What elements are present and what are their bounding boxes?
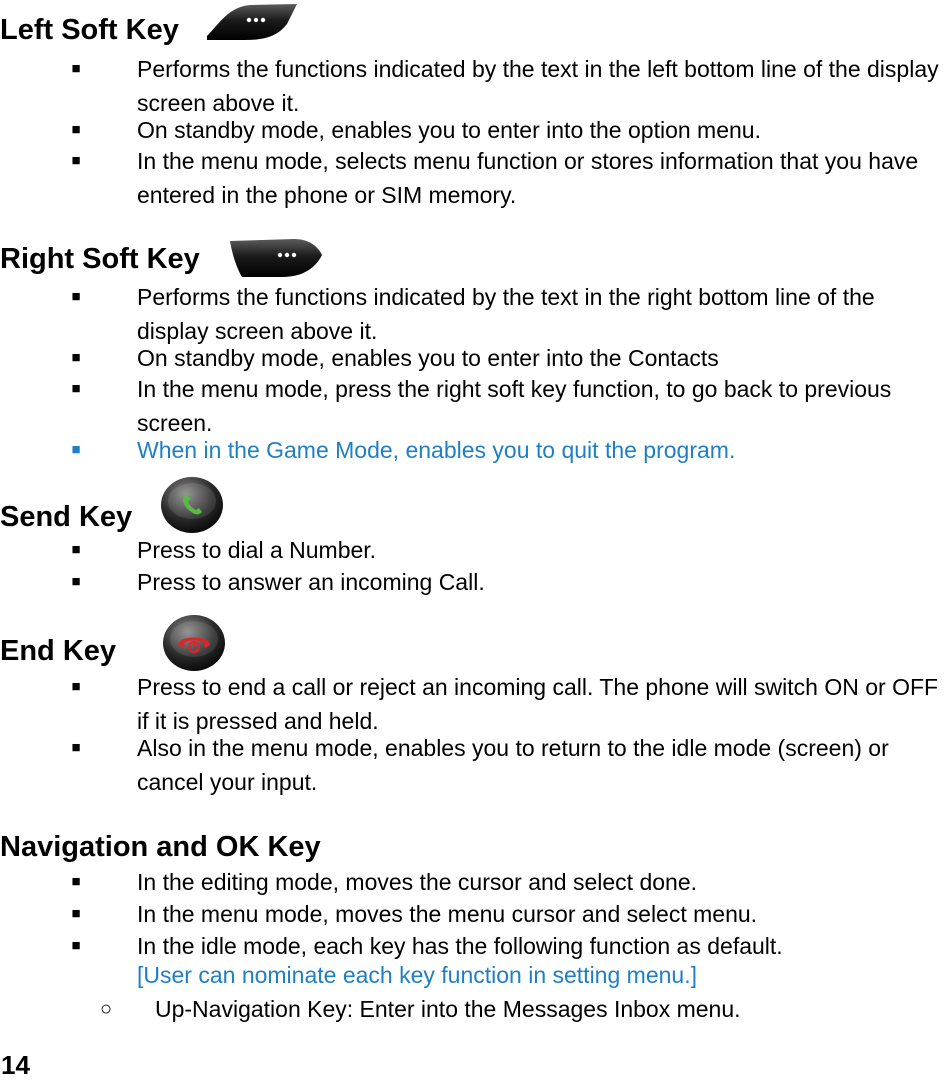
bullet-marker: ■ (71, 121, 81, 138)
left-soft-key-heading: Left Soft Key (0, 14, 179, 46)
send-key-heading: Send Key (0, 501, 133, 533)
bullet-marker: ■ (71, 937, 81, 954)
left-soft-key-bullet-3: In the menu mode, selects menu function or stores information that you have entered in the phone or SIM memory. (137, 148, 919, 208)
bullet-marker: ■ (71, 573, 81, 590)
soft-key-icon (228, 237, 324, 279)
bullet-marker: ■ (71, 678, 81, 695)
right-soft-key-heading: Right Soft Key (0, 243, 200, 275)
bullet-marker: ■ (71, 152, 81, 169)
left-soft-key-bullet-2: On standby mode, enables you to enter into the option menu. (137, 117, 761, 143)
bullet-marker: ■ (71, 288, 81, 305)
end-key-bullet-2: Also in the menu mode, enables you to return to the idle mode (screen) or cancel your input. (137, 735, 889, 795)
sub-bullet-marker: ○ (99, 998, 113, 1020)
bullet-marker: ■ (71, 349, 81, 366)
bullet-marker: ■ (71, 905, 81, 922)
page-number: 14 (1, 1050, 30, 1080)
end-key-icon (161, 613, 227, 673)
end-key-heading: End Key (0, 635, 117, 667)
bullet-marker: ■ (71, 441, 81, 458)
navigation-key-bullet-3: In the idle mode, each key has the following function as default. (137, 933, 783, 959)
bullet-marker: ■ (71, 541, 81, 558)
send-key-icon (159, 475, 225, 535)
send-key-bullet-1: Press to dial a Number. (137, 537, 377, 563)
bullet-marker: ■ (71, 60, 81, 77)
bullet-marker: ■ (71, 380, 81, 397)
bullet-marker: ■ (71, 873, 81, 890)
navigation-key-sub-item-1: Up-Navigation Key: Enter into the Messages Inbox menu. (155, 996, 741, 1022)
soft-key-icon (205, 2, 299, 42)
end-key-bullet-1: Press to end a call or reject an incoming call. The phone will switch ON or OFF if it is pressed and held. (137, 674, 939, 734)
navigation-key-bullet-2: In the menu mode, moves the menu cursor and select menu. (137, 901, 758, 927)
navigation-key-note: [User can nominate each key function in setting menu.] (137, 962, 697, 988)
right-soft-key-bullet-2: On standby mode, enables you to enter into the Contacts (137, 345, 719, 371)
left-soft-key-bullet-1: Performs the functions indicated by the text in the left bottom line of the display screen above it. (137, 56, 939, 116)
navigation-ok-key-heading: Navigation and OK Key (0, 831, 321, 863)
right-soft-key-bullet-4: When in the Game Mode, enables you to quit the program. (137, 437, 736, 463)
right-soft-key-bullet-1: Performs the functions indicated by the text in the right bottom line of the display screen above it. (137, 284, 875, 344)
navigation-key-bullet-1: In the editing mode, moves the cursor and select done. (137, 869, 697, 895)
bullet-marker: ■ (71, 739, 81, 756)
send-key-bullet-2: Press to answer an incoming Call. (137, 569, 485, 595)
right-soft-key-bullet-3: In the menu mode, press the right soft key function, to go back to previous screen. (137, 376, 892, 436)
